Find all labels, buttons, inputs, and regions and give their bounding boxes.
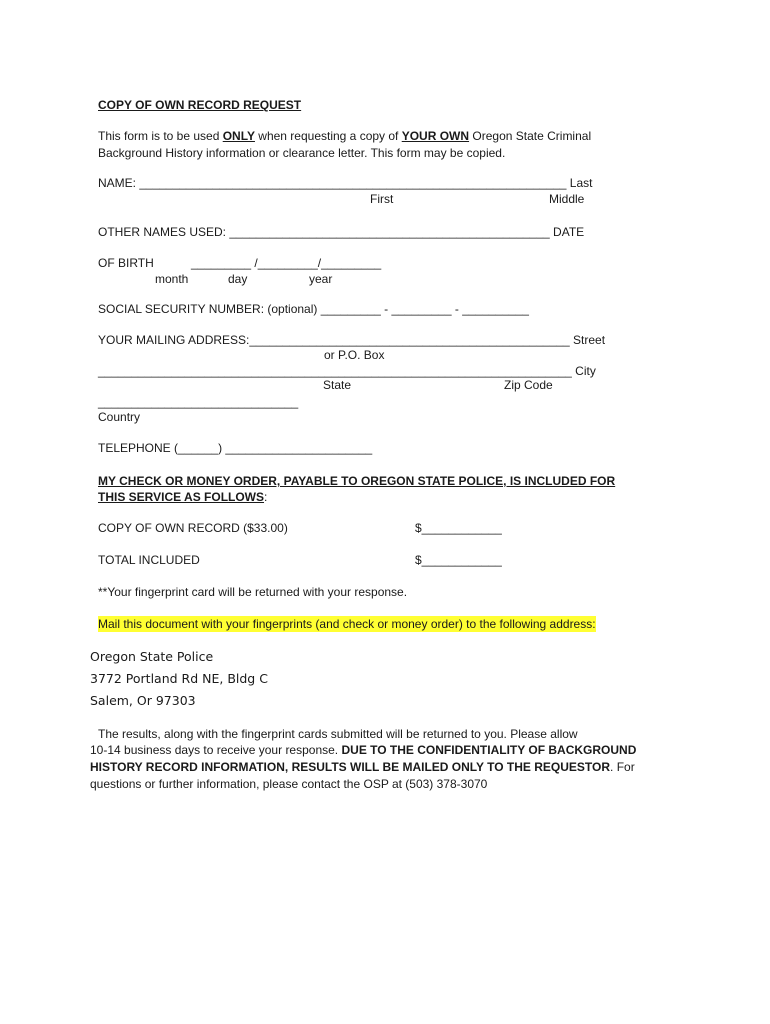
country-label: Country bbox=[98, 410, 141, 424]
telephone-row bbox=[98, 440, 372, 456]
fee-total-label: TOTAL INCLUDED bbox=[98, 553, 200, 567]
city-label: City bbox=[571, 364, 596, 378]
address-label: YOUR MAILING ADDRESS: bbox=[98, 333, 250, 347]
intro-line-2: Background History information or clearance letter. This form may be copied. bbox=[98, 146, 506, 160]
closing-line-1: The results, along with the fingerprint cards submitted will be returned to you. Please allow bbox=[98, 727, 578, 741]
intro-line-1 bbox=[98, 128, 591, 144]
mailing-address-line-2: 3772 Portland Rd NE, Bldg C bbox=[90, 671, 268, 686]
form-title: COPY OF OWN RECORD REQUEST bbox=[98, 98, 302, 112]
intro-text-3: Oregon State Criminal bbox=[469, 129, 592, 143]
name-first-label: First bbox=[370, 192, 394, 206]
area-code-field[interactable]: ______ bbox=[178, 441, 219, 455]
name-label: NAME: bbox=[98, 176, 140, 190]
dob-label: OF BIRTH bbox=[98, 256, 154, 270]
street-label: Street bbox=[569, 333, 606, 347]
street-field[interactable]: ________________________________________________ bbox=[249, 333, 570, 347]
mailing-address-line-3: Salem, Or 97303 bbox=[90, 693, 196, 708]
telephone-paren: ) bbox=[218, 441, 226, 455]
telephone-label: TELEPHONE ( bbox=[98, 441, 179, 455]
closing-text-3b: . For bbox=[610, 760, 635, 774]
dob-day-label: day bbox=[228, 272, 248, 286]
dob-month-label: month bbox=[155, 272, 189, 286]
city-field[interactable]: _______________________________________________________________________ bbox=[98, 364, 572, 378]
other-names-label: OTHER NAMES USED: bbox=[98, 225, 230, 239]
po-box-label: or P.O. Box bbox=[324, 348, 385, 362]
fingerprint-note: **Your fingerprint card will be returned with your response. bbox=[98, 585, 408, 599]
ssn-row bbox=[98, 301, 529, 317]
telephone-field[interactable]: ______________________ bbox=[225, 441, 373, 455]
payment-text-underlined: MY CHECK OR MONEY ORDER, PAYABLE TO OREGON STATE POLICE, IS INCLUDED bbox=[98, 474, 587, 488]
payment-text-service: THIS SERVICE AS FOLLOWS bbox=[98, 490, 265, 504]
ssn-field[interactable]: _________ - _________ - __________ bbox=[320, 302, 529, 316]
intro-only: ONLY bbox=[222, 129, 255, 143]
intro-text-2: when requesting a copy of bbox=[254, 129, 402, 143]
name-middle-label: Middle bbox=[549, 192, 585, 206]
closing-line-3 bbox=[90, 759, 635, 775]
fee-copy-field[interactable]: $____________ bbox=[415, 521, 502, 535]
country-field[interactable]: ______________________________ bbox=[98, 395, 299, 409]
closing-text-3a: HISTORY RECORD INFORMATION, RESULTS WILL BE MAILED ONLY TO THE REQUESTOR bbox=[90, 760, 611, 774]
name-row bbox=[98, 175, 592, 191]
other-names-field[interactable]: ________________________________________________ bbox=[229, 225, 550, 239]
mailing-address-line-1: Oregon State Police bbox=[90, 649, 214, 664]
closing-text-2b: DUE TO THE CONFIDENTIALITY OF BACKGROUND bbox=[341, 743, 637, 757]
payment-colon: : bbox=[264, 490, 268, 504]
name-last-label: Last bbox=[566, 176, 593, 190]
closing-line-2 bbox=[90, 742, 636, 758]
fee-copy-label: COPY OF OWN RECORD ($33.00) bbox=[98, 521, 288, 535]
mail-instruction: Mail this document with your fingerprints (and check or money order) to the following address: bbox=[98, 617, 596, 631]
dob-field[interactable]: _________ /_________/_________ bbox=[191, 256, 382, 270]
payment-text-for: FOR bbox=[586, 474, 616, 488]
zip-label: Zip Code bbox=[504, 378, 553, 392]
name-field[interactable]: ________________________________________________________________ bbox=[139, 176, 567, 190]
state-label: State bbox=[323, 378, 352, 392]
payment-line-1 bbox=[98, 473, 615, 489]
dob-year-label: year bbox=[309, 272, 333, 286]
closing-text-2a: 10-14 business days to receive your response. bbox=[90, 743, 342, 757]
fee-total-field[interactable]: $____________ bbox=[415, 553, 502, 567]
ssn-label: SOCIAL SECURITY NUMBER: (optional) bbox=[98, 302, 321, 316]
intro-text-1: This form is to be used bbox=[98, 129, 223, 143]
closing-line-4: questions or further information, please contact the OSP at (503) 378-3070 bbox=[90, 777, 488, 791]
payment-line-2 bbox=[98, 489, 267, 505]
intro-your-own: YOUR OWN bbox=[401, 129, 470, 143]
date-label: DATE bbox=[549, 225, 585, 239]
address-row bbox=[98, 332, 605, 348]
other-names-row bbox=[98, 224, 584, 240]
